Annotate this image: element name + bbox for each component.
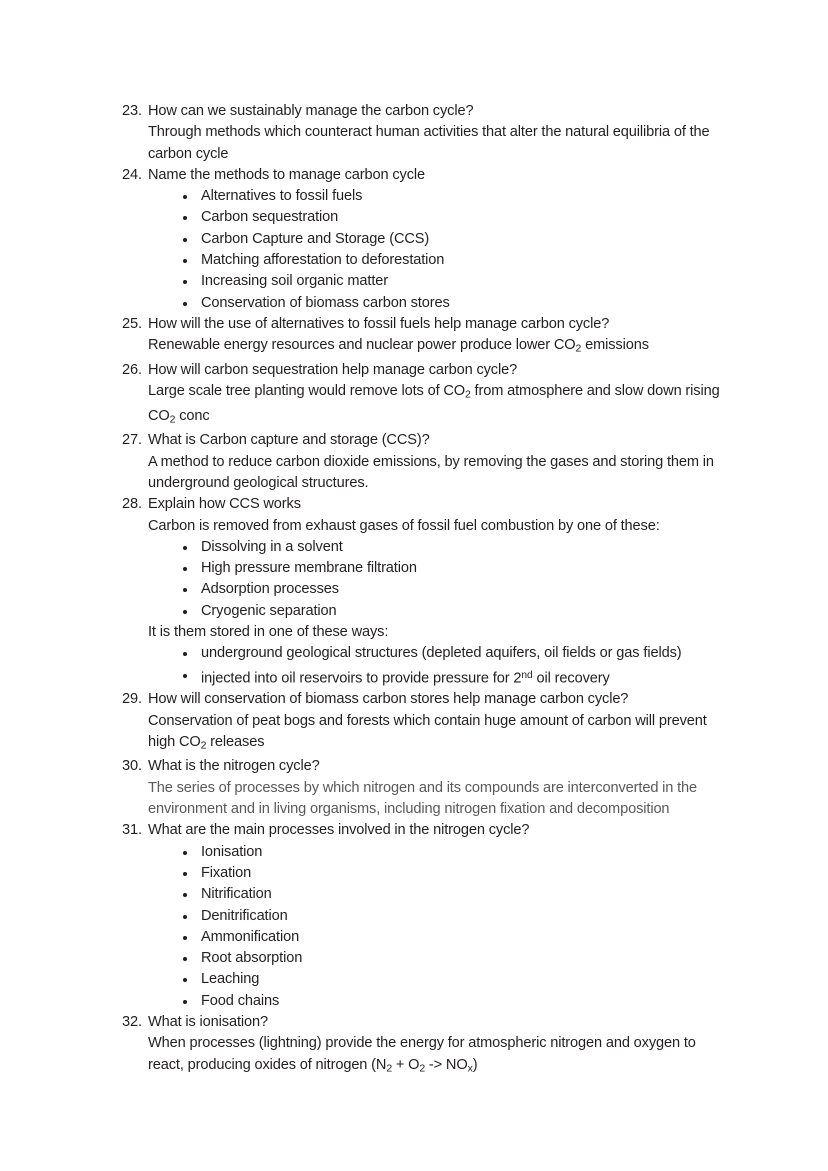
bullet-item: Carbon Capture and Storage (CCS) <box>148 229 726 250</box>
bullet-item: Cryogenic separation <box>148 601 726 622</box>
bullet-item: Leaching <box>148 969 726 990</box>
qa-item <box>122 494 726 689</box>
bullet-item: Conservation of biomass carbon stores <box>148 293 726 314</box>
bullet-item: Alternatives to fossil fuels <box>148 186 726 207</box>
qa-question: What are the main processes involved in the nitrogen cycle? <box>148 822 530 839</box>
qa-question: What is ionisation? <box>148 1014 269 1030</box>
bullet-list <box>148 186 726 314</box>
qa-item <box>122 165 726 314</box>
qa-item <box>122 756 726 820</box>
qa-question: What is Carbon capture and storage (CCS)? <box>148 432 430 449</box>
qa-answer: Renewable energy resources and nuclear power produce lower $CO_2$ emissions <box>148 337 649 355</box>
qa-item <box>122 689 726 756</box>
qa-item <box>122 314 726 360</box>
bullet-item: Food chains <box>148 991 726 1012</box>
bullet-item: High pressure membrane filtration <box>148 558 726 579</box>
bullet-item: Root absorption <box>148 948 726 969</box>
qa-answer: A method to reduce carbon dioxide emissions, by removing the gases and storing them in underground geological structures. <box>148 453 714 491</box>
qa-item <box>122 360 726 431</box>
bullet-list-secondary <box>148 643 726 689</box>
qa-number: 24. <box>122 166 142 183</box>
bullet-item: underground geological structures (depleted aquifers, oil fields or gas fields) <box>148 643 726 664</box>
qa-number: 30. <box>122 758 142 775</box>
bullet-item: Ionisation <box>148 842 726 863</box>
qa-question: How will conservation of biomass carbon stores help manage carbon cycle? <box>148 691 629 708</box>
qa-item <box>122 430 726 494</box>
qa-number: 28. <box>122 496 142 513</box>
bullet-list <box>148 537 726 622</box>
qa-question: How will carbon sequestration help manage carbon cycle? <box>148 361 518 378</box>
qa-question: How will the use of alternatives to fossil fuels help manage carbon cycle? <box>148 315 610 332</box>
bullet-item: Adsorption processes <box>148 579 726 600</box>
bullet-list <box>148 842 726 1012</box>
qa-item <box>122 101 726 165</box>
qa-answer: Through methods which counteract human activities that alter the natural equilibria of the carbon cycle <box>148 124 710 162</box>
bullet-item: Nitrification <box>148 884 726 905</box>
bullet-item: Denitrification <box>148 906 726 927</box>
qa-item <box>122 1012 726 1079</box>
qa-question: What is the nitrogen cycle? <box>148 758 320 775</box>
bullet-item: Fixation <box>148 863 726 884</box>
bullet-item: Matching afforestation to deforestation <box>148 250 726 271</box>
qa-answer: When processes (lightning) provide the energy for atmospheric nitrogen and oxygen to react, producing oxides of nitrogen $(N_2 + O_2 -> NO_x)$ <box>148 1035 696 1074</box>
qa-number: 29. <box>122 691 142 708</box>
bullet-item: Dissolving in a solvent <box>148 537 726 558</box>
qa-question: Name the methods to manage carbon cycle <box>148 166 426 183</box>
qa-answer: Carbon is removed from exhaust gases of fossil fuel combustion by one of these: <box>148 517 660 534</box>
qa-number: 32. <box>122 1014 142 1030</box>
qa-number: 31. <box>122 822 142 839</box>
bullet-item: injected into oil reservoirs to provide pressure for 2nd oil recovery <box>148 665 726 690</box>
qa-number: 25. <box>122 315 142 332</box>
bullet-item: Carbon sequestration <box>148 207 726 228</box>
qa-question: How can we sustainably manage the carbon cycle? <box>148 103 474 119</box>
bullet-item: Ammonification <box>148 927 726 948</box>
qa-answer: The series of processes by which nitrogen and its compounds are interconverted in the environment and in living organisms, including nitrogen fixation and decomposition <box>148 779 698 818</box>
qa-sub-line: It is them stored in one of these ways: <box>148 624 389 641</box>
qa-number: 27. <box>122 432 142 449</box>
qa-number: 26. <box>122 361 142 378</box>
qa-answer: Large scale tree planting would remove lots of $CO_2$ from atmosphere and slow down rising $CO_2$ conc <box>148 383 720 426</box>
bullet-item: Increasing soil organic matter <box>148 271 726 292</box>
qa-number: 23. <box>122 103 142 119</box>
qa-list <box>122 101 726 1079</box>
qa-question: Explain how CCS works <box>148 496 301 513</box>
qa-item <box>122 820 726 1012</box>
qa-answer: Conservation of peat bogs and forests which contain huge amount of carbon will prevent high $CO_2$ releases <box>148 712 707 752</box>
